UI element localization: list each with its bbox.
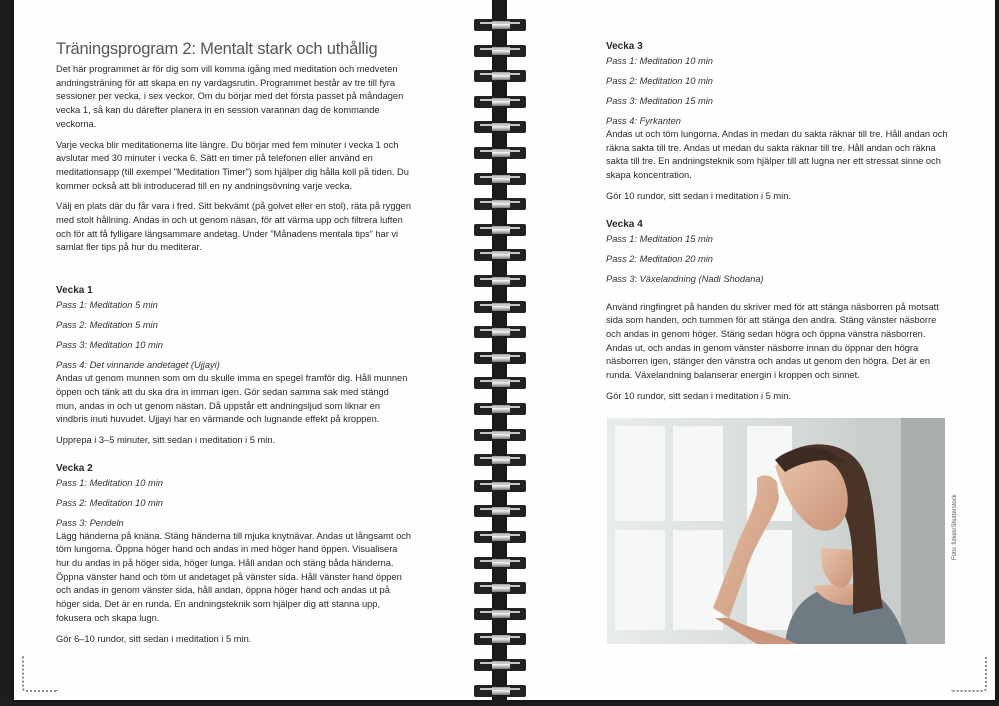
spiral-ring xyxy=(474,607,526,621)
spiral-ring xyxy=(474,300,526,314)
meditation-photo xyxy=(607,418,945,644)
week1-outro: Upprepa i 3–5 minuter, sitt sedan i meditation i 5 min. xyxy=(56,434,276,445)
week3-pass-4: Pass 4: Fyrkanten xyxy=(606,116,681,126)
week1-heading: Vecka 1 xyxy=(56,285,93,297)
spiral-ring xyxy=(474,453,526,467)
week2-body: Lägg händerna på knäna. Stäng händerna till mjuka knytnävar. Andas ut långsamt och töm lungorna. Öppna höger hand och andas in med höger hand öppen. Visualisera hur du andas in på höger sida, höger lunga. Håll andan och stäng båda händerna. Öppna vänster hand och töm ut andetaget på vänster sida. Håll vänster hand öppen och andas in genom vänster sida, håll andan, öppna höger hand och andas ut på höger sida. Det är en runda. En andningsteknik som hjälper dig att stanna upp, fokusera och skapa lugn. xyxy=(56,530,412,623)
week1-pass-1: Pass 1: Meditation 5 min xyxy=(56,300,158,311)
right-column xyxy=(606,40,950,410)
left-column xyxy=(56,40,412,653)
week2-pass-3: Pass 3: Pendeln xyxy=(56,517,124,528)
week4-outro: Gör 10 rundor, sitt sedan i meditation i 5 min. xyxy=(606,390,791,401)
photo-credit: Foto: fizkes/Shutterstock xyxy=(952,494,958,560)
week1-pass-4: Pass 4: Det vinnande andetaget (Ujjayi) xyxy=(56,360,220,371)
intro-paragraph-2: Varje vecka blir meditationerna lite längre. Du börjar med fem minuter i vecka 1 och avslutar med 30 minuter i vecka 6. Sätt en timer på telefonen eller använd en meditationsapp (till exempel ”Meditation Timer”) som hjälper dig hålla koll på tiden. Du kommer också att bli introducerad till en ny andningsövning varje vecka. xyxy=(56,139,409,191)
spiral-ring xyxy=(474,325,526,339)
week2-pass-1: Pass 1: Meditation 10 min xyxy=(56,477,163,488)
week2-pass-2: Pass 2: Meditation 10 min xyxy=(56,497,163,508)
spiral-ring xyxy=(474,504,526,518)
woman-breathing-illustration xyxy=(607,418,945,644)
page-corner-decoration xyxy=(951,656,987,692)
week4-pass-3: Pass 3: Växelandning (Nadi Shodana) xyxy=(606,273,764,284)
spiral-ring xyxy=(474,146,526,160)
week1-pass-3: Pass 3: Meditation 10 min xyxy=(56,340,163,351)
spiral-ring xyxy=(474,274,526,288)
week3-pass-2: Pass 2: Meditation 10 min xyxy=(606,76,713,86)
spiral-ring xyxy=(474,632,526,646)
week1-pass-2: Pass 2: Meditation 5 min xyxy=(56,320,158,331)
week3-outro: Gör 10 rundor, sitt sedan i meditation i 5 min. xyxy=(606,190,791,201)
spiral-ring xyxy=(474,581,526,595)
spiral-ring xyxy=(474,351,526,365)
spiral-ring xyxy=(474,479,526,493)
right-page xyxy=(507,0,995,700)
week3-pass-1: Pass 1: Meditation 10 min xyxy=(606,56,713,66)
spiral-ring xyxy=(474,684,526,698)
spiral-ring xyxy=(474,530,526,544)
spiral-ring xyxy=(474,402,526,416)
spiral-ring xyxy=(474,95,526,109)
week2-heading: Vecka 2 xyxy=(56,462,93,474)
intro-paragraph-1: Det här programmet är för dig som vill komma igång med meditation och medveten andningsträning för att skapa en ny vardagsrutin. Programmet består av tre till fyra sessioner per vecka, i sex veckor. Om du börjar med det första passet på måndagen vecka 1, så kan du därefter planera in en session varannan dag de kommande veckorna. xyxy=(56,64,404,129)
left-page xyxy=(14,0,492,700)
week2-outro: Gör 6–10 rundor, sitt sedan i meditation i 5 min. xyxy=(56,633,252,644)
spiral-ring xyxy=(474,172,526,186)
spiral-ring xyxy=(474,248,526,262)
spiral-ring xyxy=(474,658,526,672)
intro-paragraph-3: Välj en plats där du får vara i fred. Sitt bekvämt (på golvet eller en stol), räta på ryggen med stolt hållning. Andas in och ut genom näsan, för att värma upp och filtrera luften och för att få fylligare längsammare andetag. Under ”Månadens mentala tips” har vi samlat fler tips på hur du mediterar. xyxy=(56,201,412,253)
spiral-binding xyxy=(470,0,530,706)
spiral-ring xyxy=(474,120,526,134)
week3-body: Andas ut och töm lungorna. Andas in medan du sakta räknar till tre. Håll andan och räkna sakta till tre. Andas ut medan du sakta räknar till tre. Håll andan och räkna sakta till tre. En andningsteknik som hjälper till att lugna ner ett stressat sinne och skapa koncentration. xyxy=(606,129,948,181)
week3-heading: Vecka 3 xyxy=(606,41,643,52)
week1-body: Andas ut genom munnen som om du skulle imma en spegel framför dig. Håll munnen öppen och tänk att du ska dra in imman igen. Gör sedan samma sak med stängd mun, andas in och ut genom nästan. Då uppstår ett andningsljud som liknar en vindbris inuti huvudet. Ujjayi har en värmande och lugnande effekt på kroppen. xyxy=(56,373,408,425)
week4-heading: Vecka 4 xyxy=(606,218,643,230)
program-title: Träningsprogram 2: Mentalt stark och uthållig xyxy=(56,40,378,58)
spiral-ring xyxy=(474,69,526,83)
week4-body: Använd ringfingret på handen du skriver med för att stänga näsborren på motsatt sida som handen, och tummen för att stänga den andra. Stäng vänster näsborre och andas in genom höger. Stäng sedan högra och öppna vänstra näsborren. Andas ut, och andas in genom vänster näsborre innan du öppnar den högra näsborren igen, stänger den vänstra och andas ut genom den högra. Det är en runda. Växelandning balanserar energin i kroppen och sinnet. xyxy=(606,301,939,381)
spiral-ring xyxy=(474,223,526,237)
spiral-ring xyxy=(474,197,526,211)
spiral-ring xyxy=(474,376,526,390)
spiral-ring xyxy=(474,556,526,570)
spiral-ring xyxy=(474,428,526,442)
spiral-ring xyxy=(474,18,526,32)
week4-pass-1: Pass 1: Meditation 15 min xyxy=(606,233,713,244)
week3-pass-3: Pass 3: Meditation 15 min xyxy=(606,96,713,106)
spiral-ring xyxy=(474,44,526,58)
page-corner-decoration xyxy=(22,656,58,692)
week4-pass-2: Pass 2: Meditation 20 min xyxy=(606,253,713,264)
